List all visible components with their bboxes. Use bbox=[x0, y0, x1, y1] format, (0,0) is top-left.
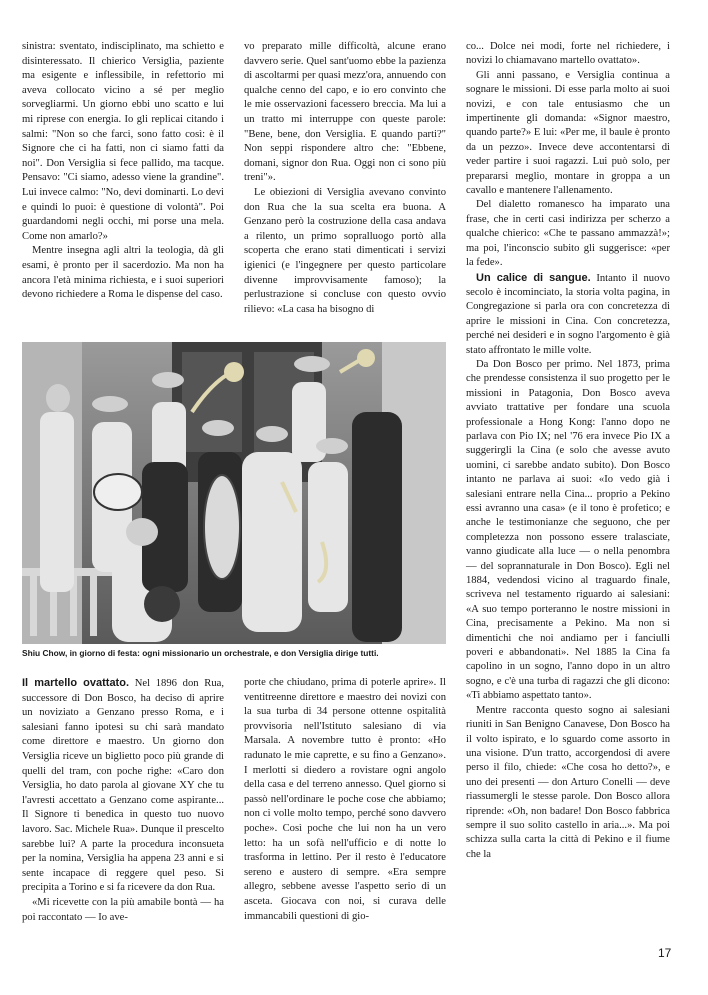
paragraph: «Mi ricevette con la più amabile bontà — ha poi raccontato — Io ave- bbox=[22, 896, 224, 923]
section-heading: Il martello ovattato. bbox=[22, 677, 129, 689]
page-number: 17 bbox=[658, 946, 672, 960]
paragraph bbox=[466, 271, 670, 358]
paragraph: co... Dolce nei modi, forte nel richiedere, i novizi lo chiamavano martello ovattato». bbox=[466, 41, 670, 67]
bottom-middle-column bbox=[244, 676, 446, 924]
paragraph: Del dialetto romanesco ha imparato una frase, che in certi casi indirizza per scherzo a qualche chierico: «Che te passano ammazzà!»; ma poi, l'inconscio subito gli suggerisce: «per la fede». bbox=[466, 199, 670, 269]
paragraph-text: Nel 1896 don Rua, successore di Don Bosco, ha deciso di aprire un noviziato a Genzano presso Roma, e i salesiani fanno ipotesi su chi sarà mandato come direttore e maestro. Un giorno don Versiglia riceve un biglietto poco più grande di quelli del tram, con poche righe: «Caro don Versiglia, ho dato parola al giovane XY che tu l'avresti accettato a Genzano come aspirante... Il Signore ti benedica in questo tuo nuovo lavoro. Sac. Michele Rua». Dunque il prescelto sarebbe lui? A parte la procedura inconsueta per la nomina, Versiglia ha appena 23 anni e si sente incapace di reggere quel peso. Si precipita a Torino e si fa ricevere da don Rua. bbox=[22, 678, 224, 894]
photo-illustration bbox=[22, 342, 446, 644]
paragraph: vo preparato mille difficoltà, alcune erano davvero serie. Quel sant'uomo ebbe la pazienza di ascoltarmi per quasi mezz'ora, annuendo con qualche cenno del capo, e io ero convinto che le mie osservazioni facessero breccia. Ma lui a un tratto mi interruppe con queste parole: "Bene, bene, don Versiglia. E quando parti?" Non seppi rispondere altro che: "Ebbene, domani, signor don Rua. Oggi non ci sono più treni"». bbox=[244, 41, 446, 184]
paragraph bbox=[22, 676, 224, 896]
paragraph: porte che chiudano, prima di poterle aprire». Il ventitreenne direttore e maestro dei novizi con la sua turba di 34 persone ottenne ospitalità provvisoria nell'Istituto salesiano di via Marsala. A novembre tutto è pronto: «Ho radunato le mie caprette, e su fino a Genzano». I merlotti si diedero a rovistare ogni angolo della casa e del terreno annesso. Quel giorno si passò nell'ordinare le poche cose che abbiamo; non ci volle molto tempo, perché sono davvero poche». Così poche che lui non ha un vero letto: ha un sofà nell'ufficio e di notte lo trasforma in lettino. Per il resto è l'educatore sereno e austero di sempre. «Era sempre allegro, sebbene avesse l'aspetto serio di un asceta. Giocava con noi, si curava delle immancabili questioni di gio- bbox=[244, 677, 446, 922]
top-middle-column bbox=[244, 40, 446, 317]
paragraph-text: Intanto il nuovo secolo è incominciato, la storia volta pagina, in Congregazione si parla ora con concretezza di aprire le missioni in Cina. Con concretezza, perché nei desideri e in sogno l'argomento è già stato affrontato le mille volte. bbox=[466, 272, 670, 356]
paragraph: Le obiezioni di Versiglia avevano convinto don Rua che la sua scelta era buona. A Genzano però la costruzione della casa andava a rilento, un primo sopralluogo portò alla scoperta che erano stati dimenticati i servizi igienici (e l'ingegnere per questo particolare divenne improvvisamente famoso); la perlustrazione si concluse con questo ovvio rilievo: «La casa ha bisogno di bbox=[244, 186, 446, 315]
photo-caption: Shiu Chow, in giorno di festa: ogni missionario un orchestrale, e don Versiglia dirige tutti. bbox=[22, 648, 379, 658]
section-heading: Un calice di sangue. bbox=[476, 271, 591, 284]
right-column bbox=[466, 40, 670, 862]
paragraph: Mentre racconta questo sogno ai salesiani riuniti in San Benigno Canavese, Don Bosco ha il volto ispirato, e lo sguardo come assorto in una visione. D'un tratto, accorgendosi di avere perso il filo, chiede: «Che cosa ho detto?», e uno dei presenti — don Arturo Conelli — deve riassumergli le stesse parole. Don Bosco allora riprende: «Oh, non badare! Don Bosco fabbrica sempre il suo solito castello in aria...». Ma poi schizza sulla carta la città di Pekino e il fiume che la bbox=[466, 704, 670, 860]
bottom-left-column bbox=[22, 676, 224, 925]
paragraph: Mentre insegna agli altri la teologia, dà gli esami, è pronto per il sacerdozio. Ma non ha ancora l'età minima richiesta, e i suoi superiori devono richiedere a Roma le dispense del caso. bbox=[22, 245, 224, 301]
top-left-column bbox=[22, 40, 224, 303]
paragraph: Gli anni passano, e Versiglia continua a sognare le missioni. Di esse parla molto ai suoi novizi, e con tale entusiasmo che un impertinente gli domanda: «Signor maestro, quando parte?» E lui: «Per me, il baule è pronto da un pezzo». Invece deve accontentarsi di veder partire i suoi ragazzi. Lui può solo, per prepararsi meglio, montare in groppa a un cavallo e mantenere l'allenamento. bbox=[466, 69, 670, 197]
paragraph: Da Don Bosco per primo. Nel 1873, prima che prendesse consistenza il suo progetto per le missioni in Patagonia, Don Bosco aveva avviato trattative per fondare una scuola professionale a Hong Kong: l'anno dopo ne parlava con Pio IX; nel '76 era invece Pio IX a suggerirgli la Cina (e solo che avesse avuto uomini, ci sarebbe andato subito). Don Bosco intanto ne parlava ai suoi: «Io vedo già i salesiani entrare nella Cina... proprio a Pekino essi avranno una casa» (e il tono è profetico; e anche le testimonianze che seguono, che per completezza non possono essere tralasciate, vanno giudicate alla luce — o nella penombra — del soprannaturale in Don Bosco). Egli nel 1884, vedendosi vicino al traguardo finale, scriveva nel testamento riguardo ai salesiani: «A suo tempo porteranno le nostre missioni in Cina, precisamente a Pekino. Ma non si dimentichi che noi andiamo per i fanciulli poveri e abbandonati». Nel 1885 la Cina fa capolino in un sogno, l'anno dopo in un altro sogno, e c'è una turba di ragazzi che gli dicono: «Ti abbiamo aspettato tanto». bbox=[466, 358, 670, 702]
band-photo bbox=[22, 342, 446, 644]
paragraph: sinistra: sventato, indisciplinato, ma schietto e disinteressato. Il chierico Versiglia, paziente ma esigente e inflessibile, in refettorio mi aveva collocato vicino a sé per meglio sorvegliarmi. Un giorno ebbi uno scatto e lui mi riprese con energia. Io gli replicai citando i salmi: "Non so che farci, sono fatto così: è il Signore che ci ha fatti, non ci siamo fatti da noi". Don Versiglia si fece pallido, ma tacque. Pensavo: "Ci siamo, adesso viene la grandine". Lui invece calmo: "No, devi dominarti. Lo devi e quindi lo puoi: è questione di volontà". Poi guardandomi negli occhi, mi porse una mela. Come non amarlo?» bbox=[22, 41, 224, 242]
